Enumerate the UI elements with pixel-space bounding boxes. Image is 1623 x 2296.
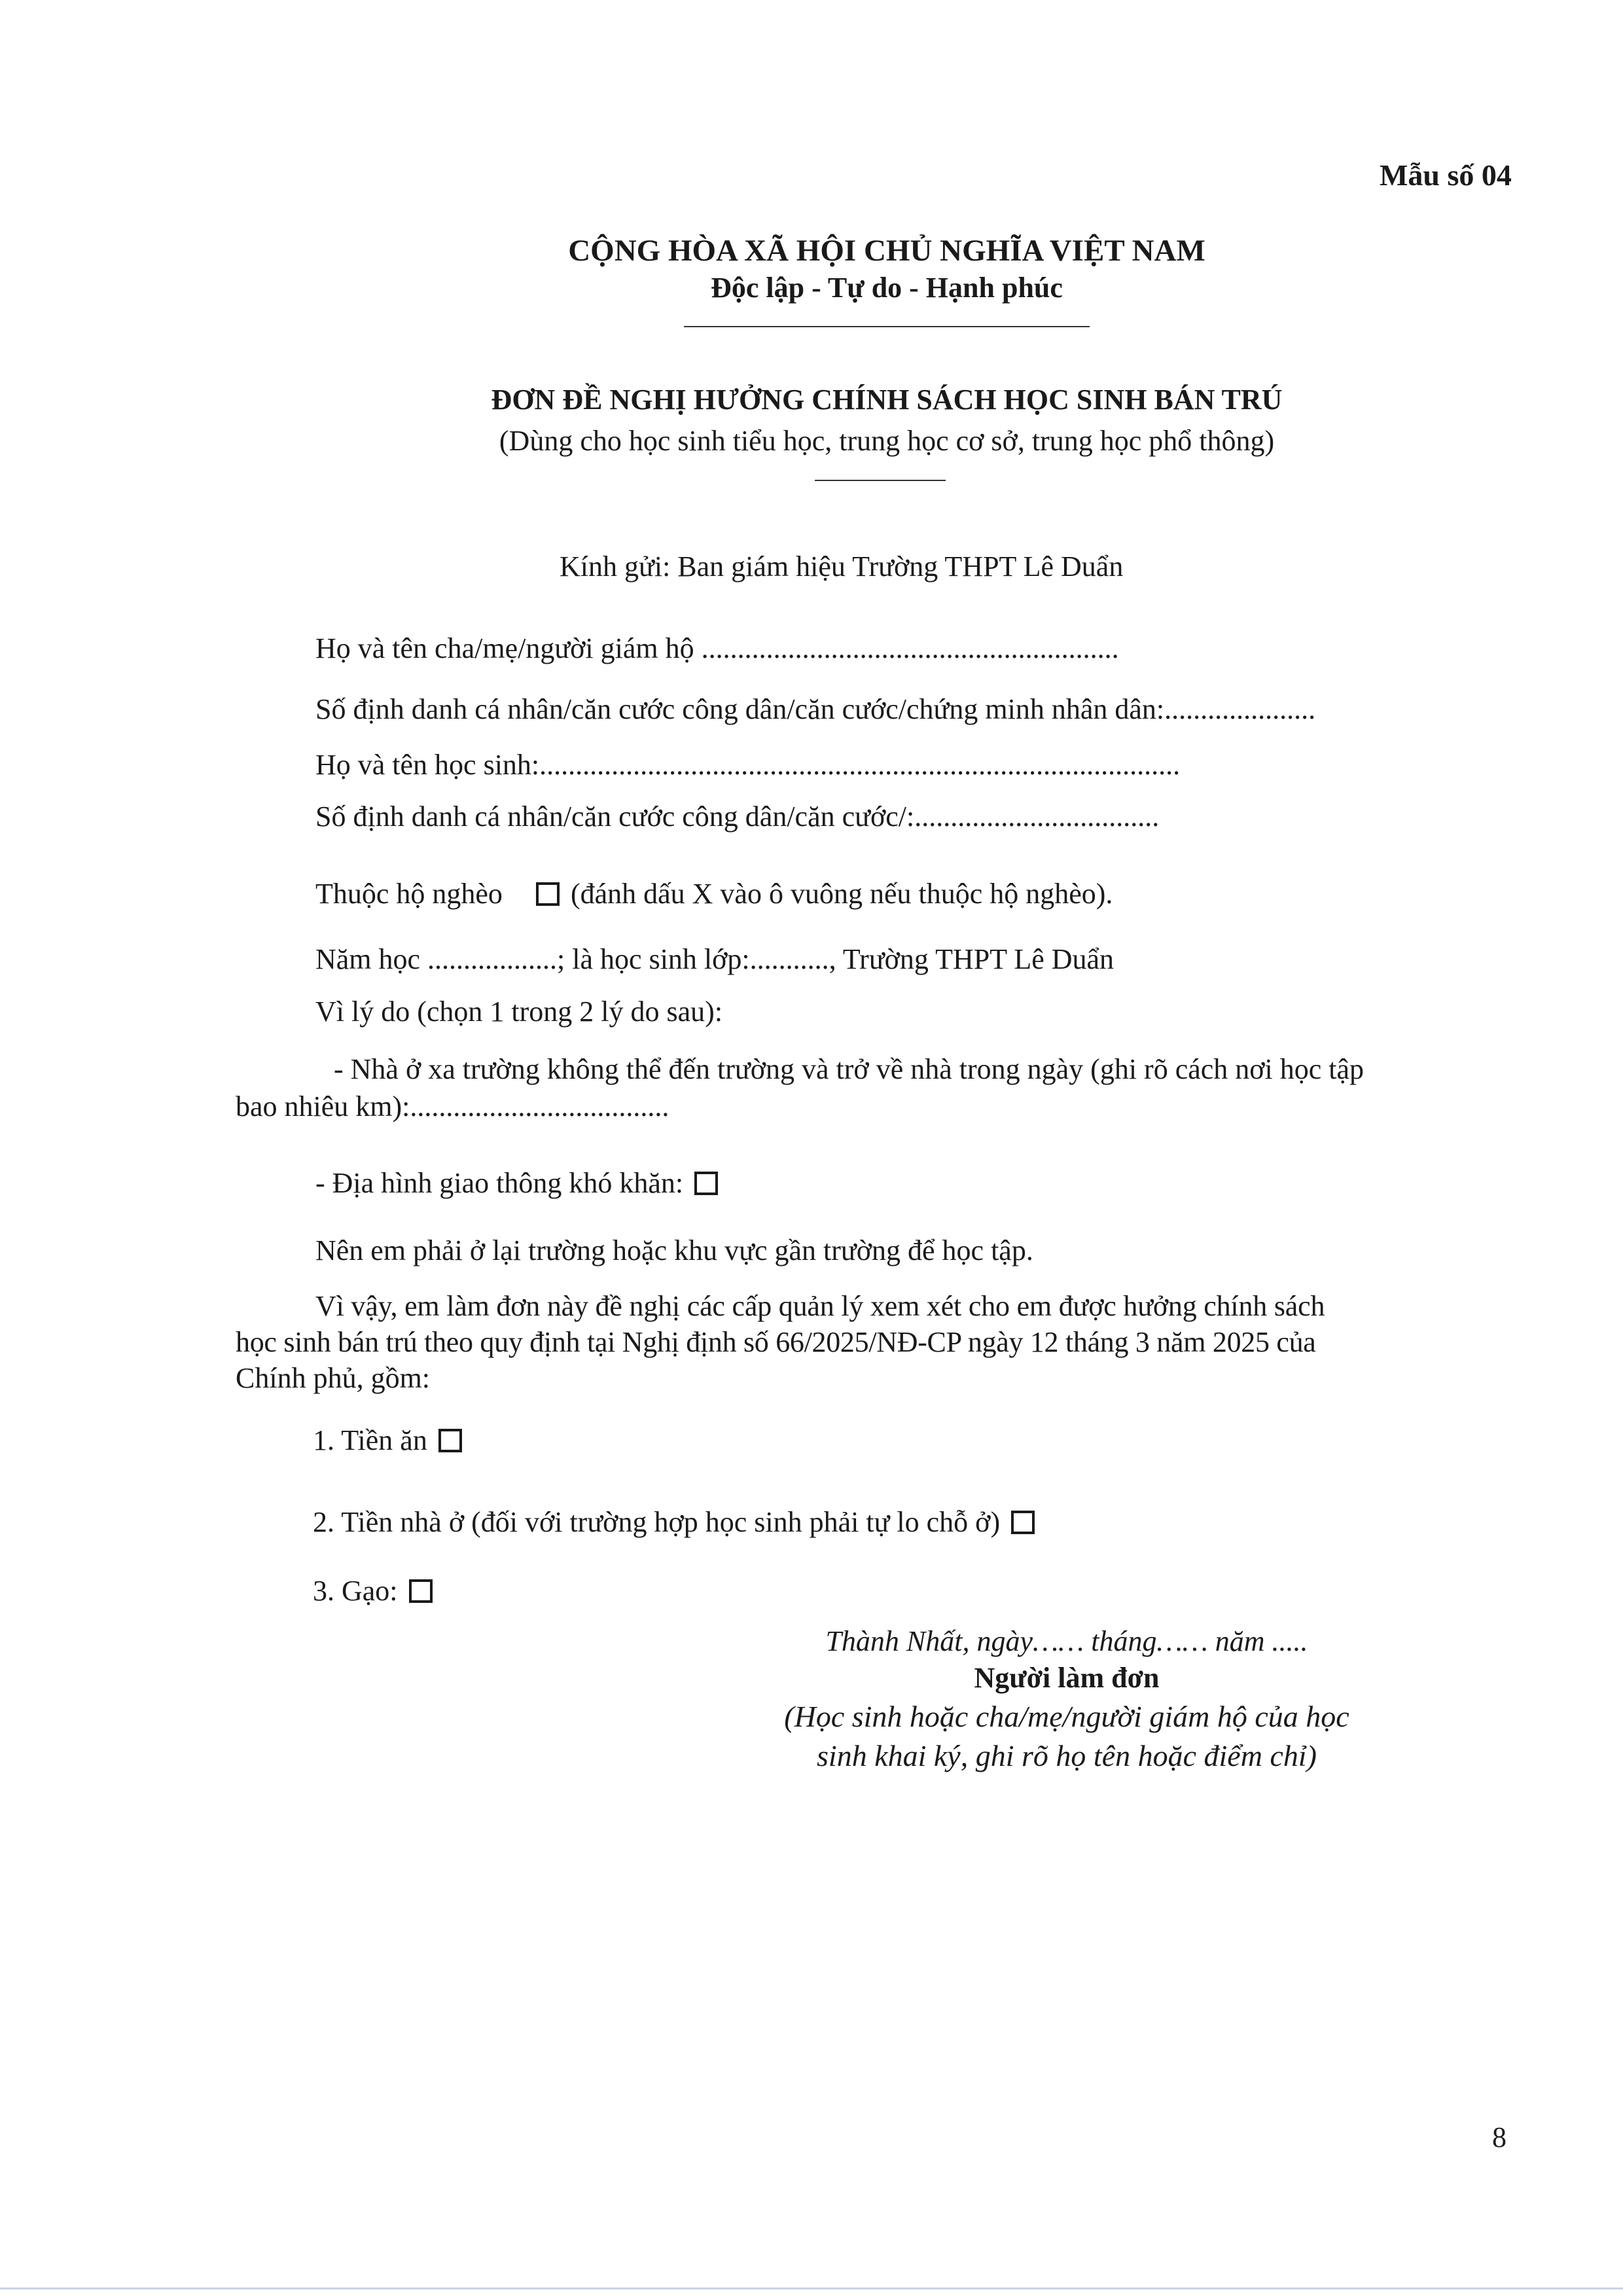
motto-underline [684,326,1090,327]
reason-terrain-row [315,1166,722,1201]
reason-distance-field[interactable]: bao nhiêu km):.................................... [236,1090,669,1122]
form-number: Mẫu số 04 [1380,158,1512,192]
poor-household-label: Thuộc hộ nghèo [315,878,503,910]
conclusion-text: Nên em phải ở lại trường hoặc khu vực gần trường để học tập. [315,1234,1033,1266]
poor-household-row [315,877,1113,912]
benefit-food-checkbox[interactable] [438,1429,462,1452]
request-line-3: Chính phủ, gồm: [236,1362,431,1394]
benefit-rice-row [313,1574,437,1609]
benefit-housing-row [313,1505,1039,1540]
guardian-name-field[interactable]: Họ và tên cha/mẹ/người giám hộ .......................................................... [315,632,1119,664]
reason-terrain-checkbox[interactable] [694,1172,718,1195]
poor-household-note: (đánh dấu X vào ô vuông nếu thuộc hộ nghèo). [570,878,1113,910]
reason-intro: Vì lý do (chọn 1 trong 2 lý do sau): [315,996,723,1028]
benefit-housing-label: 2. Tiền nhà ở (đối với trường hợp học sinh phải tự lo chỗ ở) [313,1506,1001,1538]
request-line-2: học sinh bán trú theo quy định tại Nghị định số 66/2025/NĐ-CP ngày 12 tháng 3 năm 2025 của [236,1326,1316,1358]
benefit-rice-checkbox[interactable] [409,1579,433,1603]
benefit-rice-label: 3. Gạo: [313,1575,398,1607]
benefit-housing-checkbox[interactable] [1011,1511,1035,1534]
student-id-field[interactable]: Số định danh cá nhân/căn cước công dân/căn cước/:.................................. [315,800,1160,833]
signature-place-date[interactable]: Thành Nhất, ngày…… tháng…… năm ..... [825,1625,1308,1657]
page-number: 8 [1492,2121,1507,2153]
guardian-id-field[interactable]: Số định danh cá nhân/căn cước công dân/căn cước/chứng minh nhân dân:..................... [315,693,1316,725]
form-subtitle: (Dùng cho học sinh tiểu học, trung học cơ sở, trung học phổ thông) [499,425,1275,457]
signature-note-line-1: (Học sinh hoặc cha/mẹ/người giám hộ của học [784,1700,1349,1733]
signature-note-line-2: sinh khai ký, ghi rõ họ tên hoặc điểm chỉ) [817,1739,1317,1772]
title-underline [815,480,946,481]
motto: Độc lập - Tự do - Hạnh phúc [711,272,1063,304]
benefit-food-row [313,1424,466,1458]
poor-household-checkbox[interactable] [536,882,560,906]
nation-title: CỘNG HÒA XÃ HỘI CHỦ NGHĨA VIỆT NAM [568,234,1205,268]
reason-terrain-label: - Địa hình giao thông khó khăn: [315,1167,684,1199]
student-name-field[interactable]: Họ và tên học sinh:......................................................................................... [315,749,1181,781]
form-title: ĐƠN ĐỀ NGHỊ HƯỞNG CHÍNH SÁCH HỌC SINH BÁN TRÚ [491,384,1283,416]
request-line-1: Vì vậy, em làm đơn này đề nghị các cấp quản lý xem xét cho em được hưởng chính sách [315,1290,1325,1322]
school-year-field[interactable]: Năm học ..................; là học sinh lớp:..........., Trường THPT Lê Duẩn [315,943,1115,975]
scan-edge-line [0,2287,1623,2289]
addressee: Kính gửi: Ban giám hiệu Trường THPT Lê Duẩn [560,550,1124,583]
signature-signer: Người làm đơn [974,1662,1160,1694]
benefit-food-label: 1. Tiền ăn [313,1424,427,1456]
reason-distance-line1: - Nhà ở xa trường không thể đến trường và trở về nhà trong ngày (ghi rõ cách nơi học tập [334,1053,1364,1085]
